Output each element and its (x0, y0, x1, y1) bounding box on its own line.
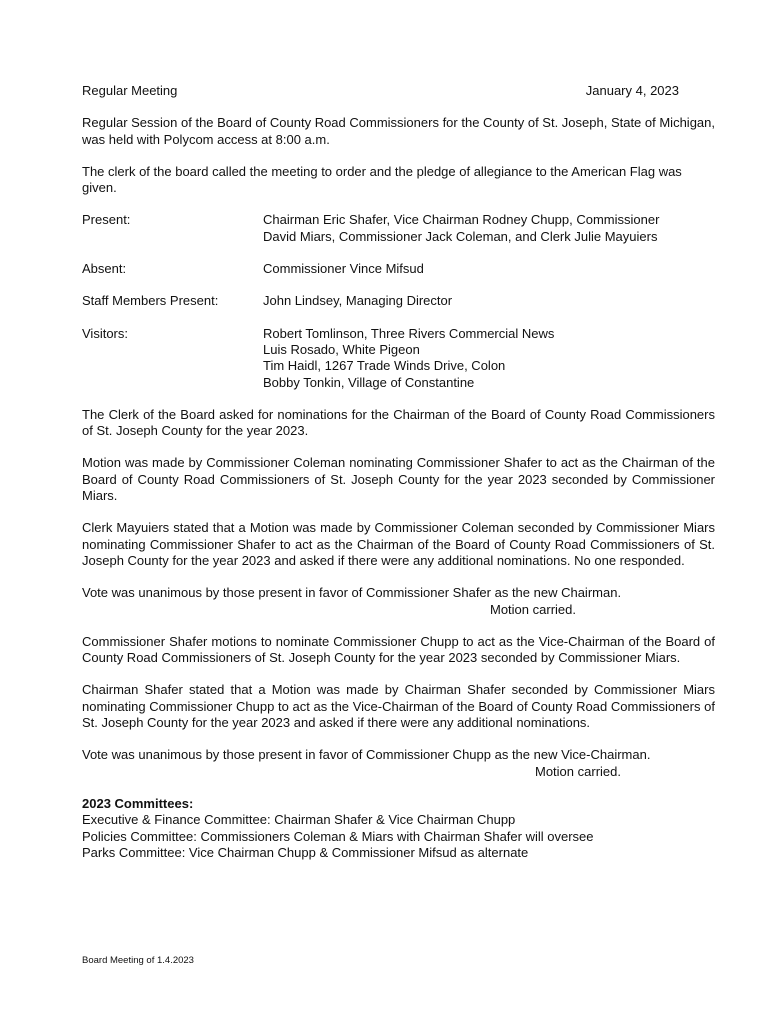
visitors-label: Visitors: (82, 325, 128, 341)
committee-item: Policies Committee: Commissioners Coleman & Miars with Chairman Shafer will oversee (82, 828, 594, 844)
meeting-title: Regular Meeting (82, 83, 178, 98)
absent-row (82, 261, 715, 277)
minutes-paragraph: Motion was made by Commissioner Coleman nominating Commissioner Shafer to act as the Chairman of the Board of County Road Commissioners of St. Joseph County for the year 2023 seconded by Commissioner Miars. (82, 455, 715, 504)
vote-statement: Vote was unanimous by those present in favor of Commissioner Shafer as the new Chairman. (82, 585, 622, 601)
present-line: Chairman Eric Shafer, Vice Chairman Rodney Chupp, Commissioner (263, 212, 660, 228)
visitor-item: Robert Tomlinson, Three Rivers Commercial News (263, 325, 555, 341)
visitor-item: Tim Haidl, 1267 Trade Winds Drive, Colon (263, 358, 506, 374)
motion-carried: Motion carried. (535, 763, 621, 779)
staff-value: John Lindsey, Managing Director (263, 293, 453, 309)
meeting-date: January 4, 2023 (585, 83, 679, 98)
minutes-paragraph: Commissioner Shafer motions to nominate Commissioner Chupp to act as the Vice-Chairman of the Board of County Road Commissioners of St. Joseph County for the year 2023 seconded by Commissioner Miars. (82, 633, 715, 666)
committees-heading: 2023 Committees: (82, 795, 194, 811)
intro-paragraph-session: Regular Session of the Board of County Road Commissioners for the County of St. Joseph, State of Michigan, was held with Polycom access at 8:00 a.m. (82, 115, 715, 147)
visitors-row (82, 326, 715, 391)
committee-item: Parks Committee: Vice Chairman Chupp & Commissioner Mifsud as alternate (82, 844, 529, 860)
present-row (82, 212, 715, 245)
present-value (263, 212, 715, 245)
minutes-paragraph: Clerk Mayuiers stated that a Motion was made by Commissioner Coleman seconded by Commissioner Miars nominating Commissioner Shafer to act as the Chairman of the Board of County Road Commissioners of St. Joseph County for the year 2023 and asked if there were any additional nominations. No one responded. (82, 520, 715, 568)
vote-statement: Vote was unanimous by those present in favor of Commissioner Chupp as the new Vice-Chairman. (82, 747, 651, 763)
motion-carried: Motion carried. (490, 601, 576, 617)
minutes-paragraph: The Clerk of the Board asked for nominations for the Chairman of the Board of County Road Commissioners of St. Joseph County for the year 2023. (82, 406, 715, 439)
visitors-list (263, 326, 715, 391)
absent-label: Absent: (82, 261, 127, 277)
visitor-item: Bobby Tonkin, Village of Constantine (263, 374, 475, 390)
page-footer: Board Meeting of 1.4.2023 (82, 955, 194, 966)
committee-item: Executive & Finance Committee: Chairman Shafer & Vice Chairman Chupp (82, 812, 516, 828)
document-body (82, 83, 715, 861)
present-line: David Miars, Commissioner Jack Coleman, and Clerk Julie Mayuiers (263, 228, 658, 244)
present-label: Present: (82, 212, 131, 228)
absent-value: Commissioner Vince Mifsud (263, 261, 424, 277)
intro-paragraph-pledge: The clerk of the board called the meeting to order and the pledge of allegiance to the American Flag was given. (82, 163, 682, 196)
document-header (82, 83, 715, 99)
staff-row (82, 293, 715, 309)
visitor-item: Luis Rosado, White Pigeon (263, 341, 420, 357)
staff-label: Staff Members Present: (82, 293, 219, 309)
minutes-paragraph: Chairman Shafer stated that a Motion was made by Chairman Shafer seconded by Commissioner Miars nominating Commissioner Chupp to act as the Vice-Chairman of the Board of County Road Commissioners of St. Joseph County for the year 2023 and asked if there were any additional nominations. (82, 682, 715, 731)
